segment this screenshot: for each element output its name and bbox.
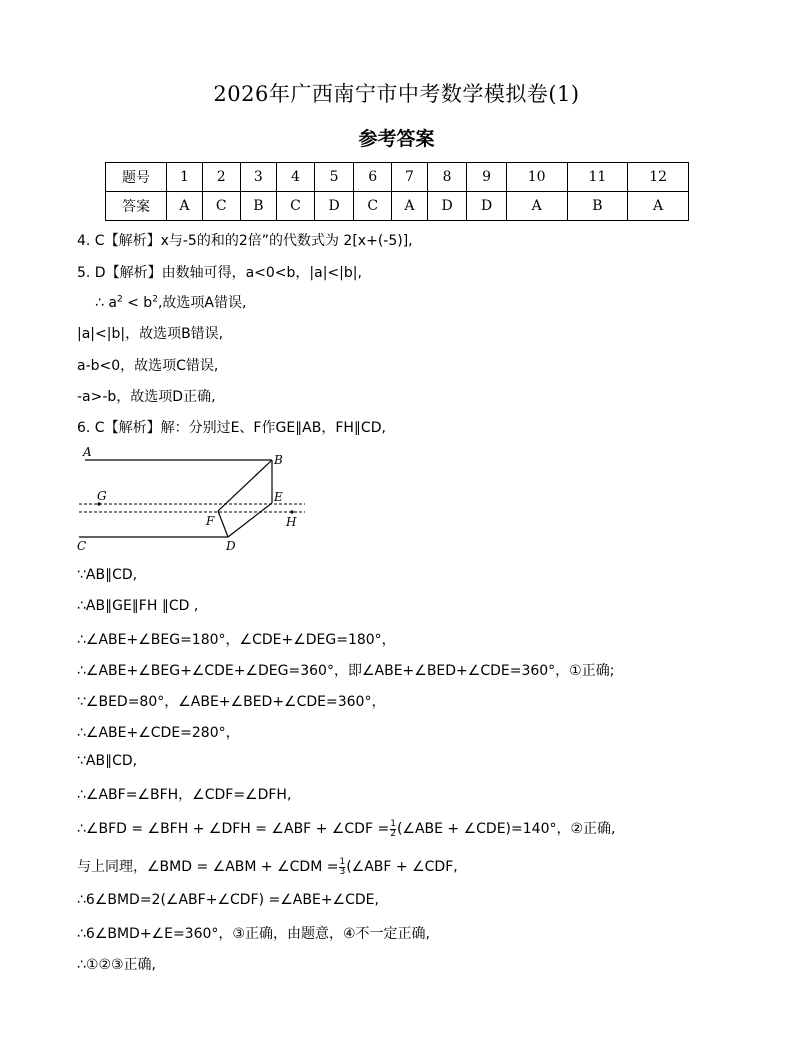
label-e: E xyxy=(274,490,283,504)
text-fragment: (∠ABE + ∠CDE)=140°，②正确, xyxy=(396,821,616,837)
page-title: 2026年广西南宁市中考数学模拟卷(1) xyxy=(213,82,580,106)
table-cell: D xyxy=(314,192,353,221)
table-cell: 7 xyxy=(392,163,428,192)
table-cell: B xyxy=(240,192,276,221)
solution-line: ∴∠ABE+∠CDE=280°， xyxy=(77,725,240,741)
solution-line: 6. C【解析】解：分别过E、F作GE∥AB，FH∥CD, xyxy=(77,420,386,436)
table-cell: 9 xyxy=(467,163,506,192)
label-b: B xyxy=(274,453,283,467)
table-cell: 12 xyxy=(628,163,689,192)
exponent: 2 xyxy=(152,294,158,305)
table-cell: A xyxy=(628,192,689,221)
solution-line: ∴AB∥GE∥FH ∥CD , xyxy=(77,598,199,614)
solution-line: a-b<0，故选项C错误, xyxy=(77,358,219,374)
solution-line: ∴∠ABE+∠BEG=180°，∠CDE+∠DEG=180°， xyxy=(77,632,396,648)
table-cell: C xyxy=(277,192,315,221)
table-row-numbers xyxy=(106,163,689,192)
fraction-denominator: 3 xyxy=(339,866,346,877)
text-fragment: ,故选项A错误, xyxy=(157,295,247,311)
table-cell: C xyxy=(202,192,240,221)
fraction-numerator: 1 xyxy=(339,856,346,867)
solution-line: ∴①②③正确, xyxy=(77,957,157,973)
table-cell: 4 xyxy=(277,163,315,192)
solution-line: 5. D【解析】由数轴可得，a<0<b，|a|<|b|, xyxy=(77,265,362,281)
solution-line xyxy=(77,856,458,877)
page-subtitle: 参考答案 xyxy=(358,128,435,150)
solution-line: ∴∠ABE+∠BEG+∠CDE+∠DEG=360°，即∠ABE+∠BED+∠CDE=360°，①正确; xyxy=(77,663,615,679)
table-cell: 3 xyxy=(240,163,276,192)
table-cell: B xyxy=(567,192,628,221)
table-header-number: 题号 xyxy=(106,163,167,192)
solution-line: |a|<|b|，故选项B错误, xyxy=(77,326,224,342)
table-cell: A xyxy=(506,192,567,221)
solution-line: ∴6∠BMD=2(∠ABF+∠CDF) =∠ABE+∠CDE, xyxy=(77,892,379,908)
text-fragment: < b xyxy=(122,295,153,311)
table-cell: C xyxy=(354,192,392,221)
table-cell: D xyxy=(427,192,466,221)
text-fragment: ∴∠BFD = ∠BFH + ∠DFH = ∠ABF + ∠CDF = xyxy=(77,821,390,837)
solution-line: ∴6∠BMD+∠E=360°，③正确，由题意，④不一定正确, xyxy=(77,926,430,942)
table-cell: 1 xyxy=(167,163,203,192)
solution-line xyxy=(95,292,246,312)
line-bf xyxy=(218,460,272,511)
label-c: C xyxy=(77,539,87,553)
label-d: D xyxy=(226,539,236,553)
fraction xyxy=(390,820,396,839)
solution-line: ∵AB∥CD, xyxy=(77,567,138,583)
fraction xyxy=(339,858,345,877)
table-cell: 8 xyxy=(427,163,466,192)
table-cell: 5 xyxy=(314,163,353,192)
table-cell: D xyxy=(467,192,506,221)
table-header-answer: 答案 xyxy=(106,192,167,221)
solution-line: ∴∠ABF=∠BFH，∠CDF=∠DFH, xyxy=(77,787,292,803)
solution-line: ∵AB∥CD, xyxy=(77,753,138,769)
solution-line: ∵∠BED=80°，∠ABE+∠BED+∠CDE=360°， xyxy=(77,694,386,710)
line-de xyxy=(228,503,272,537)
label-a: A xyxy=(83,445,92,459)
fraction-denominator: 2 xyxy=(390,828,396,839)
text-fragment: ∴ a xyxy=(95,295,117,311)
table-cell: 2 xyxy=(202,163,240,192)
table-row-answers xyxy=(106,192,689,221)
label-h: H xyxy=(286,515,297,529)
exponent: 2 xyxy=(116,294,123,305)
table-cell: 11 xyxy=(567,163,628,192)
table-cell: A xyxy=(167,192,203,221)
label-f: F xyxy=(206,514,215,528)
solution-line: 4. C【解析】x与-5的和的2倍”的代数式为 2[x+(-5)], xyxy=(77,233,413,249)
text-fragment: (∠ABF + ∠CDF, xyxy=(346,859,458,875)
solution-line: -a>-b，故选项D正确, xyxy=(77,389,216,405)
table-cell: 10 xyxy=(506,163,567,192)
answer-table xyxy=(105,162,689,221)
text-fragment: 与上同理，∠BMD = ∠ABM + ∠CDM = xyxy=(77,859,339,875)
fraction-numerator: 1 xyxy=(390,818,396,829)
table-cell: 6 xyxy=(354,163,392,192)
label-g: G xyxy=(97,489,107,503)
table-cell: A xyxy=(392,192,428,221)
line-fd xyxy=(218,511,228,537)
geometry-figure xyxy=(75,442,315,558)
solution-line xyxy=(77,818,615,839)
point-h xyxy=(290,510,293,513)
